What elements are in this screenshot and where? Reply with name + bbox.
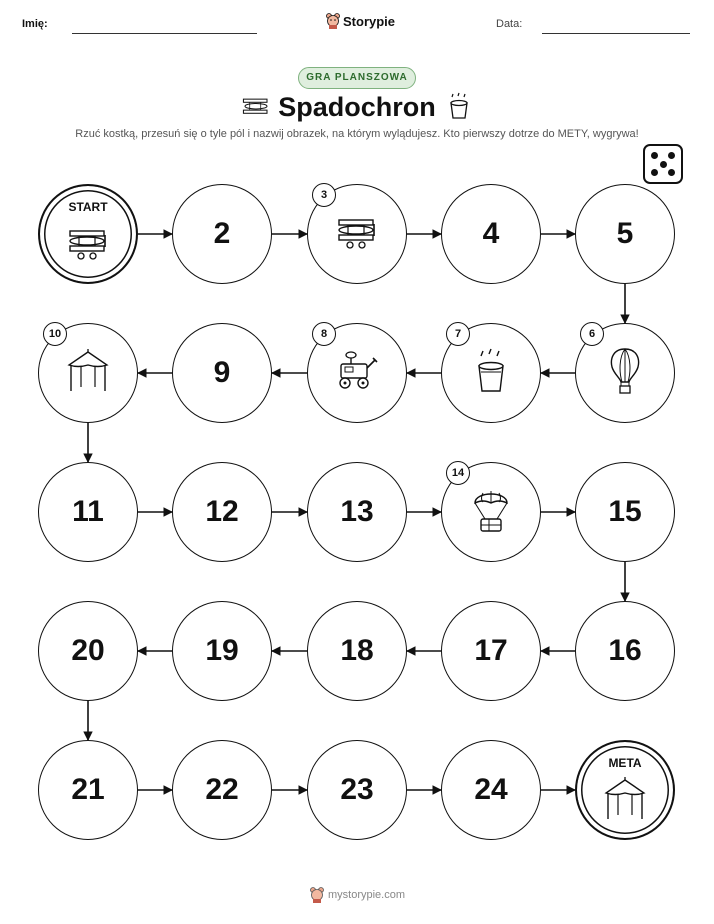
space-number: 21 <box>71 773 105 806</box>
space-number-badge: 10 <box>43 322 67 346</box>
bear-icon <box>310 887 324 903</box>
space-number-badge: 7 <box>446 322 470 346</box>
board-space-22 <box>172 740 272 840</box>
space-number: 22 <box>205 773 239 806</box>
tent-icon <box>602 777 648 826</box>
board-space-12 <box>172 462 272 562</box>
space-number: 11 <box>72 495 104 528</box>
finish-label: META <box>608 756 642 770</box>
board-space-18 <box>307 601 407 701</box>
board-space-8 <box>307 323 407 423</box>
board-space-20 <box>38 601 138 701</box>
space-number: 18 <box>340 634 374 667</box>
board-space-23 <box>307 740 407 840</box>
space-number: 4 <box>482 217 500 250</box>
name-label: Imię: <box>22 18 48 30</box>
plane-icon <box>334 215 380 254</box>
page-title: Spadochron <box>278 92 436 122</box>
start-space <box>38 184 138 284</box>
date-label: Data: <box>496 18 523 30</box>
footer <box>310 887 405 903</box>
board-space-13 <box>307 462 407 562</box>
space-number: 24 <box>474 773 508 806</box>
space-number-badge: 14 <box>446 461 470 485</box>
board-space-17 <box>441 601 541 701</box>
space-number: 13 <box>340 495 374 528</box>
board-space-14 <box>441 462 541 562</box>
board-space-15 <box>575 462 675 562</box>
space-number: 17 <box>474 634 508 667</box>
space-number-badge: 6 <box>580 322 604 346</box>
board-space-21 <box>38 740 138 840</box>
space-number: 15 <box>608 495 642 528</box>
space-number-badge: 8 <box>312 322 336 346</box>
balloon-icon <box>608 347 642 400</box>
start-label: START <box>68 200 108 214</box>
board-space-6 <box>575 323 675 423</box>
board-space-11 <box>38 462 138 562</box>
space-number: 16 <box>608 634 642 667</box>
space-number: 9 <box>213 356 231 389</box>
category-badge: GRA PLANSZOWA <box>298 67 416 89</box>
space-number: 2 <box>213 217 231 250</box>
parachute-icon <box>471 485 511 540</box>
space-number: 5 <box>616 217 634 250</box>
board-space-19 <box>172 601 272 701</box>
brand-name: Storypie <box>343 13 396 29</box>
space-number: 20 <box>71 634 105 667</box>
board-space-4 <box>441 184 541 284</box>
footer-url: mystorypie.com <box>328 889 406 901</box>
board-space-24 <box>441 740 541 840</box>
space-number-badge: 3 <box>312 183 336 207</box>
board-space-3 <box>307 184 407 284</box>
board-space-5 <box>575 184 675 284</box>
plane-icon <box>65 226 111 265</box>
rover-icon <box>333 350 381 397</box>
board-space-10 <box>38 323 138 423</box>
space-number: 23 <box>340 773 374 806</box>
board-space-16 <box>575 601 675 701</box>
board-space-7 <box>441 323 541 423</box>
space-number: 19 <box>205 634 239 667</box>
board-space-9 <box>172 323 272 423</box>
board-space-2 <box>172 184 272 284</box>
finish-space <box>575 740 675 840</box>
rain-cup-icon <box>474 348 508 399</box>
instructions: Rzuć kostką, przesuń się o tyle pól i nazwij obrazek, na którym wylądujesz. Kto pierwszy dotrze do METY, wygrywa! <box>75 128 639 140</box>
space-number: 12 <box>205 495 239 528</box>
tent-icon <box>65 349 111 398</box>
